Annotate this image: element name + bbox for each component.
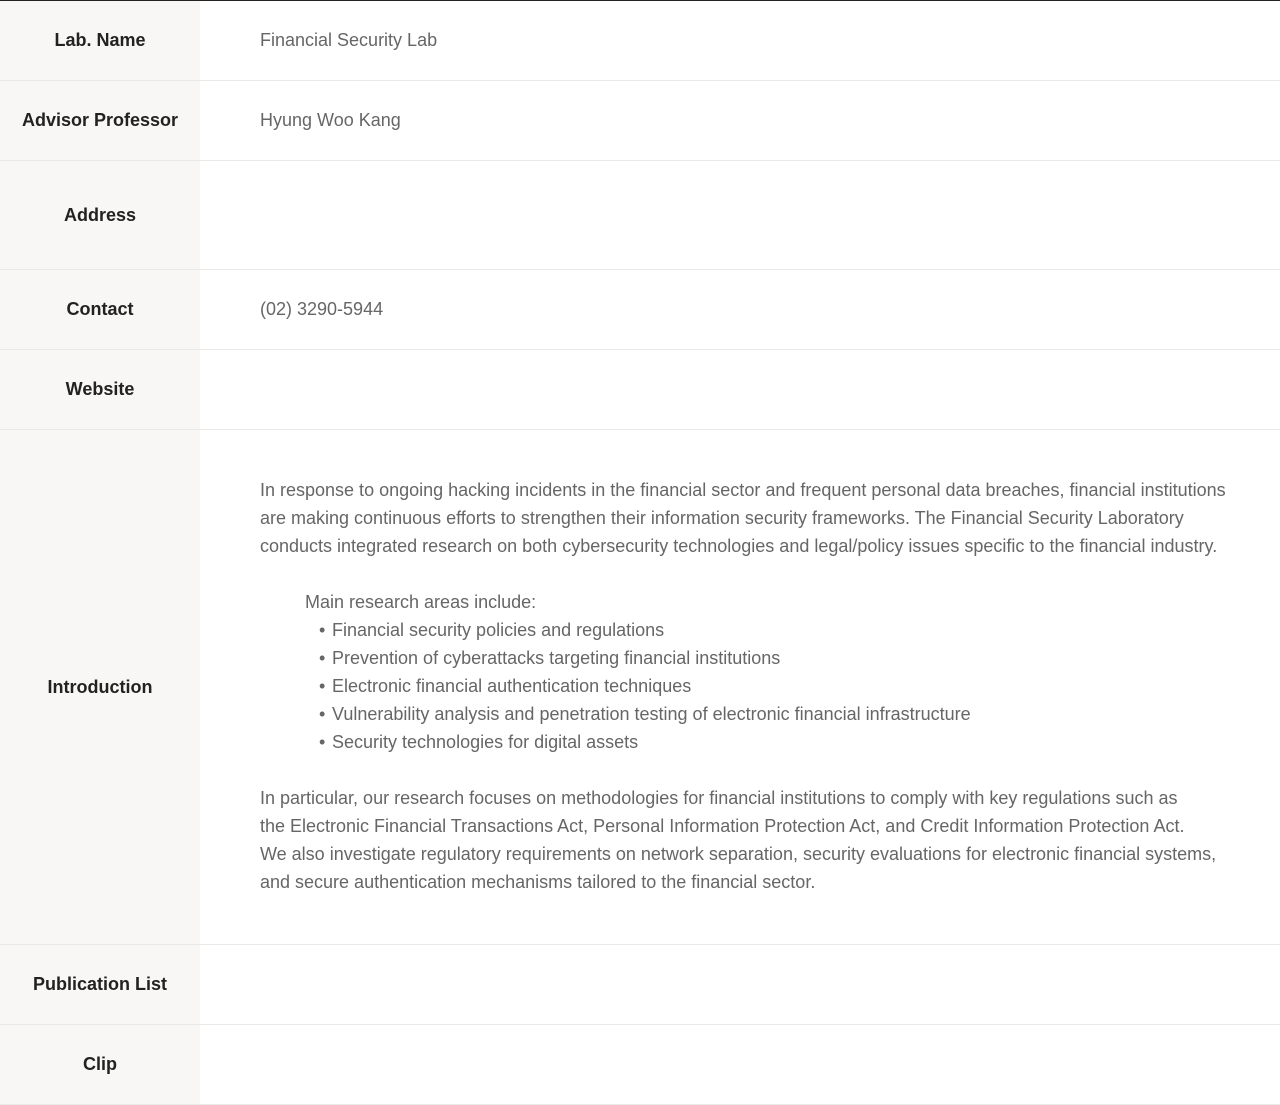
lab-name-value: Financial Security Lab [260, 30, 438, 50]
lab-name-label: Lab. Name [0, 1, 200, 80]
introduction-row [0, 430, 1280, 945]
website-value[interactable] [200, 350, 1280, 429]
advisor-label: Advisor Professor [0, 81, 200, 160]
intro-paragraph-1 [260, 476, 1240, 560]
spacer [260, 756, 1240, 784]
intro-p1-line: In response to ongoing hacking incidents in the financial sector and frequent personal data breaches, financial institutions [260, 480, 1226, 500]
address-label: Address [0, 161, 200, 269]
introduction-label: Introduction [0, 430, 200, 944]
address-value [200, 161, 1280, 269]
introduction-content [200, 430, 1280, 944]
advisor-value: Hyung Woo Kang [260, 110, 401, 130]
intro-p2-line: and secure authentication mechanisms tailored to the financial sector. [260, 872, 816, 892]
intro-p1-line: conducts integrated research on both cybersecurity technologies and legal/policy issues specific to the financial industry. [260, 536, 1218, 556]
intro-p1-line: are making continuous efforts to strengthen their information security frameworks. The Financial Security Laboratory [260, 508, 1184, 528]
list-item: • Electronic financial authentication techniques [332, 672, 1240, 700]
list-item: • Financial security policies and regulations [332, 616, 1240, 644]
website-label: Website [0, 350, 200, 429]
contact-row [0, 270, 1280, 350]
list-item: • Prevention of cyberattacks targeting financial institutions [332, 644, 1240, 672]
address-row [0, 161, 1280, 270]
list-item: • Security technologies for digital assets [332, 728, 1240, 756]
intro-paragraph-2 [260, 784, 1240, 896]
publication-list-row [0, 945, 1280, 1025]
website-row [0, 350, 1280, 430]
research-areas-heading: Main research areas include: [305, 592, 537, 612]
intro-p2-line: the Electronic Financial Transactions Act, Personal Information Protection Act, and Credit Information Protection Act. [260, 816, 1185, 836]
intro-p2-line: We also investigate regulatory requirements on network separation, security evaluations for electronic financial systems, [260, 844, 1217, 864]
publication-list-label: Publication List [0, 945, 200, 1024]
contact-label: Contact [0, 270, 200, 349]
clip-label: Clip [0, 1025, 200, 1104]
advisor-row [0, 81, 1280, 161]
bullet-icon: • [319, 676, 326, 696]
bullet-icon: • [319, 732, 326, 752]
bullet-icon: • [319, 648, 326, 668]
publication-list-value [200, 945, 1280, 1024]
list-item: • Vulnerability analysis and penetration testing of electronic financial infrastructure [332, 700, 1240, 728]
contact-value: (02) 3290-5944 [260, 299, 384, 319]
intro-p2-line: In particular, our research focuses on methodologies for financial institutions to comply with key regulations such as [260, 788, 1178, 808]
bullet-icon: • [319, 620, 326, 640]
clip-row [0, 1025, 1280, 1105]
research-areas-list [260, 616, 1240, 756]
lab-name-row [0, 1, 1280, 81]
clip-value [200, 1025, 1280, 1104]
bullet-icon: • [319, 704, 326, 724]
spacer [260, 560, 1240, 588]
